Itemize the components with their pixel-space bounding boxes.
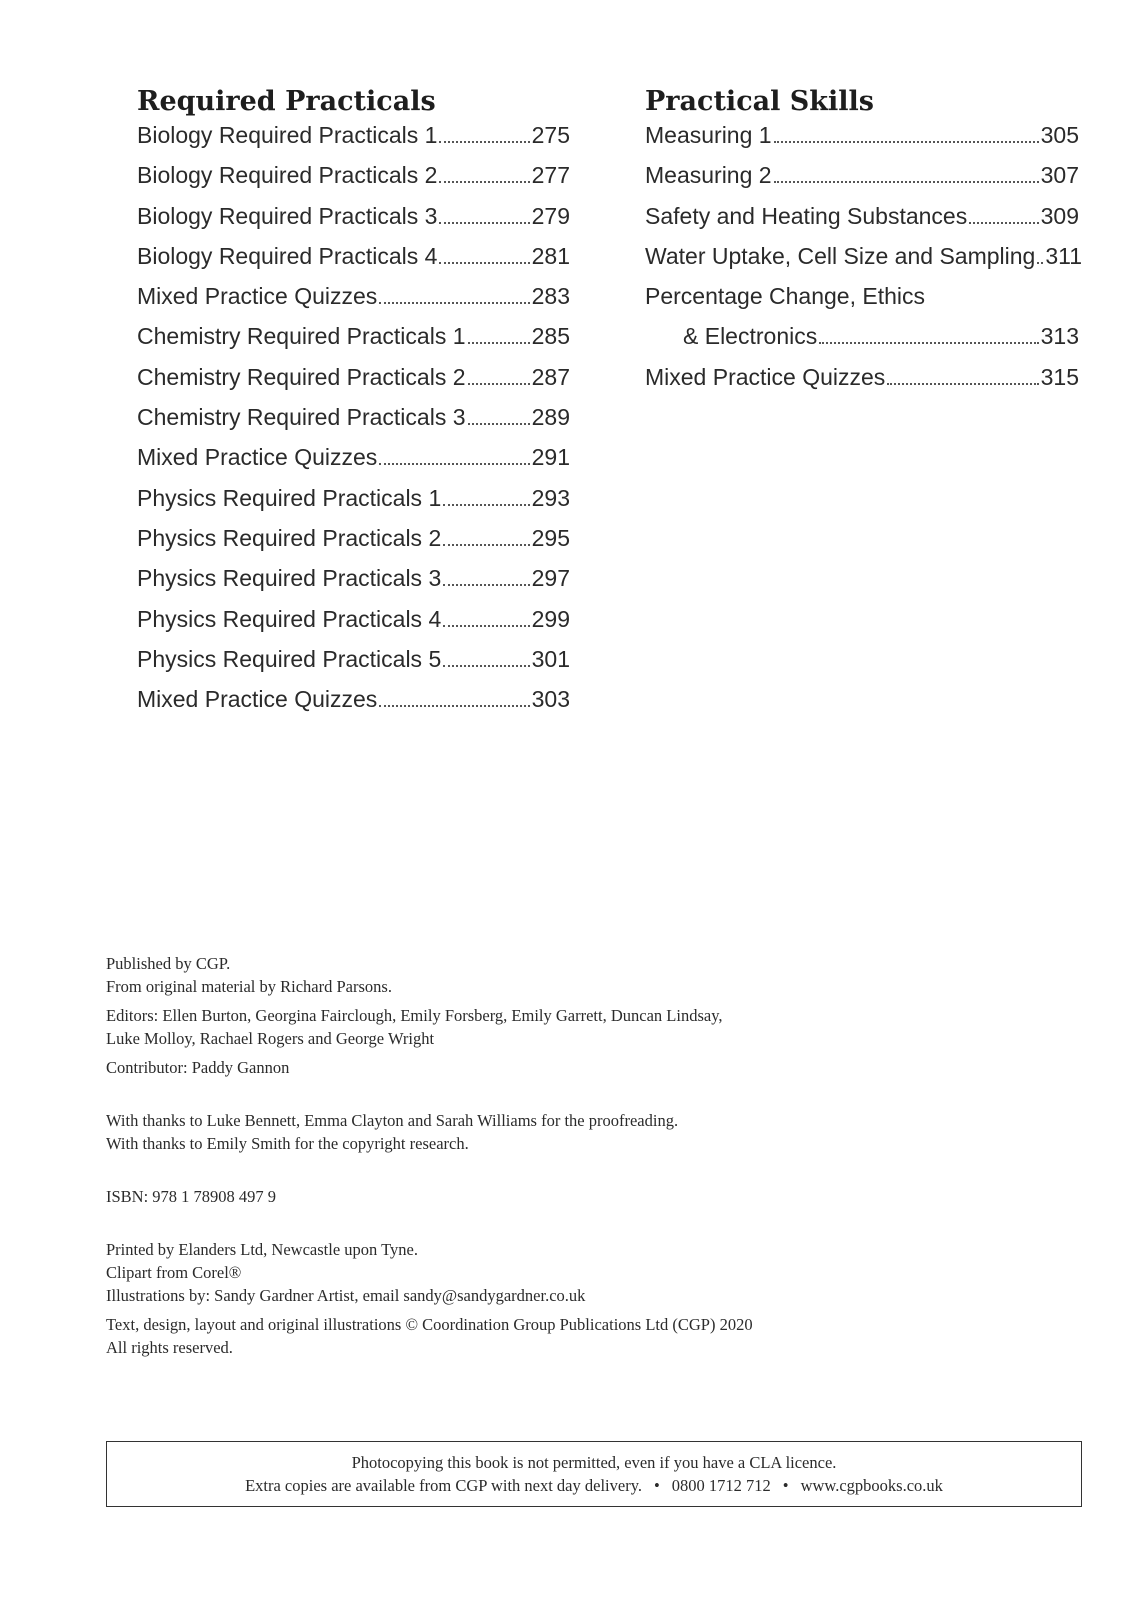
toc-page-number: 281 (531, 242, 570, 269)
toc-entry[interactable] (645, 122, 1079, 162)
toc-entry[interactable] (137, 646, 570, 686)
dot-leader (443, 544, 529, 546)
toc-entry-label: Measuring 2 (645, 162, 772, 189)
dot-leader (468, 423, 530, 425)
dot-leader (439, 181, 529, 183)
illustrations-credit: Illustrations by: Sandy Gardner Artist, email sandy@sandygardner.co.uk (106, 1286, 586, 1305)
published-by: Published by CGP. (106, 954, 231, 973)
toc-entry-label: Physics Required Practicals 4 (137, 605, 442, 632)
dot-leader (439, 222, 529, 224)
toc-page-number: 297 (531, 565, 570, 592)
toc-page-number: 291 (531, 444, 570, 471)
toc-entry[interactable] (137, 485, 570, 525)
thanks-proofreading: With thanks to Luke Bennett, Emma Clayton and Sarah Williams for the proofreading. (106, 1111, 679, 1130)
toc-entry[interactable] (645, 162, 1079, 202)
notice-text: Extra copies are available from CGP with next day delivery. (245, 1476, 642, 1495)
dot-leader (468, 342, 530, 344)
toc-entry-label: & Electronics (683, 323, 818, 350)
toc-page-number: 279 (531, 202, 570, 229)
photocopying-notice-box (106, 1441, 1082, 1507)
toc-entry[interactable] (645, 283, 1079, 323)
toc-entry-label: Mixed Practice Quizzes (645, 363, 886, 390)
dot-leader (969, 222, 1038, 224)
toc-page-number: 285 (531, 323, 570, 350)
toc-page-number: 309 (1040, 202, 1079, 229)
dot-leader (379, 302, 529, 304)
toc-entry-label: Biology Required Practicals 2 (137, 162, 438, 189)
toc-entry[interactable] (137, 323, 570, 363)
toc-page-number: 277 (531, 162, 570, 189)
toc-entry-label: Mixed Practice Quizzes (137, 283, 378, 310)
required-practicals-section (137, 84, 570, 726)
dot-leader (443, 625, 529, 627)
dot-leader (1037, 262, 1043, 264)
toc-entry-label: Biology Required Practicals 3 (137, 202, 438, 229)
toc-entry-label: Physics Required Practicals 2 (137, 524, 442, 551)
contributor: Contributor: Paddy Gannon (106, 1058, 290, 1077)
website-link[interactable]: www.cgpbooks.co.uk (800, 1476, 943, 1495)
toc-entry[interactable] (137, 243, 570, 283)
toc-entry-label: Chemistry Required Practicals 2 (137, 363, 466, 390)
toc-entry[interactable] (645, 242, 1082, 283)
toc-page-number: 299 (531, 605, 570, 632)
bullet-separator: • (782, 1476, 789, 1495)
dot-leader (443, 665, 529, 667)
toc-entry[interactable] (137, 686, 570, 726)
publication-credits (106, 952, 1066, 1359)
dot-leader (439, 262, 529, 264)
toc-page-number: 289 (531, 404, 570, 431)
toc-page-number: 293 (531, 484, 570, 511)
toc-page-number: 311 (1045, 242, 1082, 269)
dot-leader (819, 342, 1038, 344)
toc-entry[interactable] (645, 203, 1079, 243)
spacer (106, 1079, 1066, 1109)
printed-by: Printed by Elanders Ltd, Newcastle upon Tyne. (106, 1240, 418, 1259)
toc-entry[interactable] (137, 525, 570, 565)
toc-entry-label: Physics Required Practicals 5 (137, 645, 442, 672)
toc-page-number: 295 (531, 524, 570, 551)
notice-line (107, 1474, 1081, 1497)
toc-entry[interactable] (137, 364, 570, 404)
rights-reserved: All rights reserved. (106, 1338, 233, 1357)
dot-leader (379, 705, 529, 707)
spacer (106, 1208, 1066, 1238)
thanks-copyright: With thanks to Emily Smith for the copyright research. (106, 1134, 469, 1153)
toc-page-number: 275 (531, 122, 570, 148)
toc-entry[interactable] (645, 364, 1079, 404)
editors-line: Editors: Ellen Burton, Georgina Fairclough, Emily Forsberg, Emily Garrett, Duncan Lindsay, (106, 1006, 723, 1025)
copyright-notice: Text, design, layout and original illustrations © Coordination Group Publications Ltd (CGP) 2020 (106, 1315, 753, 1334)
toc-entry-label: Safety and Heating Substances (645, 202, 968, 229)
toc-page-number: 313 (1040, 323, 1079, 350)
toc-entry[interactable] (137, 283, 570, 323)
isbn: ISBN: 978 1 78908 497 9 (106, 1187, 277, 1206)
toc-entry[interactable] (137, 565, 570, 605)
toc-page-number: 301 (531, 645, 570, 672)
toc-entry[interactable] (137, 444, 570, 484)
toc-list (137, 122, 570, 726)
dot-leader (774, 181, 1039, 183)
dot-leader (443, 584, 529, 586)
dot-leader (443, 504, 529, 506)
spacer (106, 1155, 1066, 1185)
toc-entry[interactable] (137, 203, 570, 243)
toc-entry-label: Measuring 1 (645, 122, 772, 148)
section-heading: Required Practicals (137, 86, 436, 117)
toc-page-number: 303 (531, 686, 570, 713)
toc-page-number: 305 (1040, 122, 1079, 148)
toc-entry-label: Physics Required Practicals 1 (137, 484, 442, 511)
toc-entry[interactable] (137, 162, 570, 202)
toc-entry-label: Mixed Practice Quizzes (137, 686, 378, 713)
toc-entry-label: Chemistry Required Practicals 1 (137, 323, 466, 350)
toc-list (645, 122, 1082, 404)
toc-entry[interactable] (137, 404, 570, 444)
dot-leader (887, 383, 1038, 385)
toc-page-number: 315 (1040, 363, 1079, 390)
toc-entry[interactable] (645, 323, 1079, 363)
editors-line: Luke Molloy, Rachael Rogers and George Wright (106, 1029, 435, 1048)
dot-leader (379, 463, 529, 465)
toc-entry-label: Chemistry Required Practicals 3 (137, 404, 466, 431)
toc-entry[interactable] (137, 606, 570, 646)
toc-entry-label: Biology Required Practicals 1 (137, 122, 438, 148)
original-material: From original material by Richard Parsons. (106, 977, 392, 996)
toc-entry-label: Physics Required Practicals 3 (137, 565, 442, 592)
dot-leader (439, 141, 529, 143)
toc-page-number: 287 (531, 363, 570, 390)
bullet-separator: • (654, 1476, 660, 1495)
dot-leader (468, 383, 530, 385)
toc-entry-label: Biology Required Practicals 4 (137, 242, 438, 269)
clipart-credit: Clipart from Corel® (106, 1263, 242, 1282)
phone-number: 0800 1712 712 (671, 1476, 771, 1495)
toc-entry-label: Mixed Practice Quizzes (137, 444, 378, 471)
toc-entry-label: Percentage Change, Ethics (645, 283, 926, 310)
practical-skills-section (645, 84, 1082, 404)
toc-page-number: 307 (1040, 162, 1079, 189)
toc-page-number: 283 (531, 283, 570, 310)
notice-line: Photocopying this book is not permitted, even if you have a CLA licence. (351, 1453, 837, 1472)
section-heading: Practical Skills (645, 86, 874, 117)
toc-entry[interactable] (137, 122, 570, 162)
dot-leader (774, 141, 1039, 143)
toc-entry-label: Water Uptake, Cell Size and Sampling (645, 242, 1036, 269)
